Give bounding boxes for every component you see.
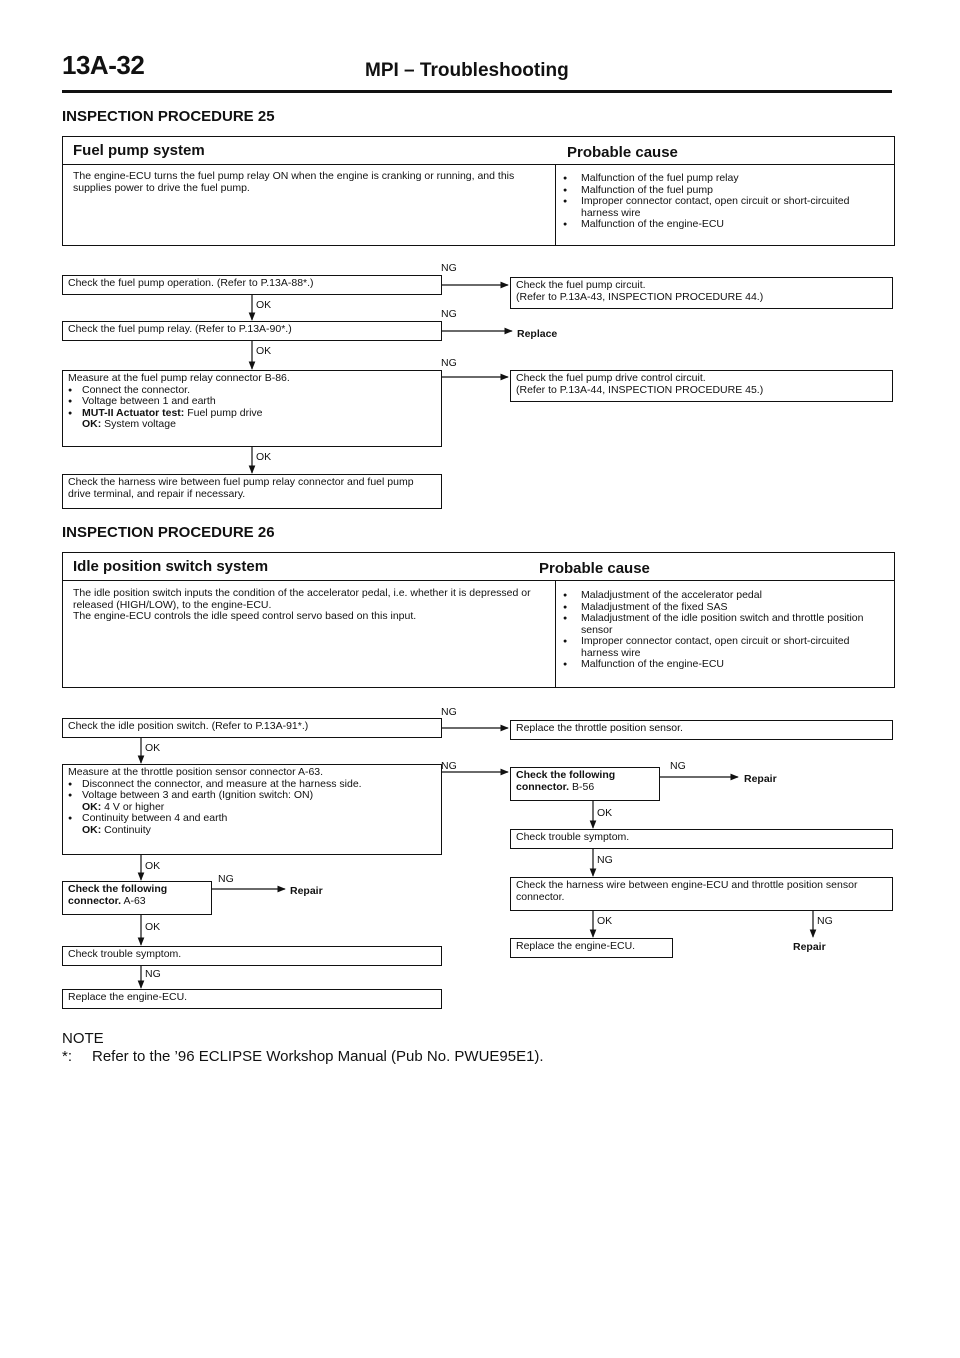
system-description: The engine-ECU turns the fuel pump relay ON when the engine is cranking or running, and this supplies power to drive the fuel pump. (73, 170, 515, 194)
page-title: MPI – Troubleshooting (365, 60, 569, 81)
flow25-step3-bullet: ● Voltage between 1 and earth (68, 396, 436, 408)
flow26-ng1-text: Replace the throttle position sensor. (516, 722, 683, 734)
flow26-step1-text: Check the idle position switch. (Refer to P.13A-91*.) (68, 720, 309, 732)
ok-label: OK (145, 921, 161, 933)
connector-id: A-63 (123, 894, 146, 907)
flow25-replace-label: Replace (517, 328, 558, 340)
probable-cause-header: Probable cause (567, 144, 678, 161)
flow26-right-repair-label: Repair (744, 773, 777, 785)
flow25-step4-text: Check the harness wire between fuel pump relay connector and fuel pump drive terminal, and repair if necessary. (68, 476, 414, 500)
ok-label: OK (597, 807, 613, 819)
ok-criterion-value: System voltage (104, 418, 176, 430)
note-title: NOTE (62, 1030, 104, 1047)
cause-item: ● Maladjustment of the fixed SAS (561, 602, 887, 614)
replace-ecu-text: Replace the engine-ECU. (516, 940, 636, 952)
ok-label: OK (256, 299, 272, 311)
ok-criterion-label: OK: (82, 418, 102, 430)
flow25-ng3-ref: (Refer to P.13A-44, INSPECTION PROCEDURE 45.) (516, 383, 764, 396)
connector-label: connector. (516, 780, 570, 793)
cause-item: ● Maladjustment of the idle position switch and throttle position sensor (561, 613, 887, 636)
procedure-26-title: INSPECTION PROCEDURE 26 (62, 524, 275, 541)
cause-item: ● Malfunction of the fuel pump relay (561, 173, 887, 185)
cause-item: ● Malfunction of the engine-ECU (561, 219, 887, 231)
system-name: Fuel pump system (73, 142, 205, 159)
ng-label: NG (670, 760, 686, 772)
ok-criterion-label: OK: (82, 800, 102, 813)
ng-label: NG (218, 873, 234, 885)
flow25-ng1-text: Check the fuel pump circuit. (516, 279, 646, 291)
connector-check-title: Check the following (68, 883, 168, 895)
ng-label: NG (597, 854, 613, 866)
ng-label: NG (441, 357, 457, 369)
system-description-line: The engine-ECU controls the idle speed control servo based on this input. (73, 610, 417, 622)
flow26-left-repair-label: Repair (290, 885, 323, 897)
harness-check-text: Check the harness wire between engine-ECU and throttle position sensor connector. (516, 879, 858, 903)
ok-label: OK (597, 915, 613, 927)
flow26-step2-bullet: ● Voltage between 3 and earth (Ignition switch: ON) (68, 790, 436, 802)
procedure-25-title: INSPECTION PROCEDURE 25 (62, 108, 275, 125)
ng-label: NG (145, 968, 161, 980)
trouble-symptom-text: Check trouble symptom. (68, 948, 182, 960)
cause-item: ● Improper connector contact, open circuit or short-circuited harness wire (561, 636, 887, 659)
flow25-step3-bullet: ● Connect the connector. (68, 385, 436, 397)
ok-label: OK (256, 451, 272, 463)
ok-criterion-label: OK: (82, 823, 102, 836)
note-text: Refer to the ’96 ECLIPSE Workshop Manual (Pub No. PWUE95E1). (92, 1048, 544, 1065)
cause-item: ● Malfunction of the fuel pump (561, 185, 887, 197)
probable-cause-header: Probable cause (539, 560, 650, 577)
page-number: 13A-32 (62, 50, 145, 80)
note-mark: *: (62, 1048, 73, 1065)
flow25-step3-title: Measure at the fuel pump relay connector B-86. (68, 372, 290, 384)
flow25-step1-text: Check the fuel pump operation. (Refer to P.13A-88*.) (68, 277, 314, 289)
flow25-step2-text: Check the fuel pump relay. (Refer to P.13A-90*.) (68, 323, 292, 335)
flow25-ng3-text: Check the fuel pump drive control circuit. (516, 372, 706, 384)
replace-ecu-text: Replace the engine-ECU. (68, 991, 188, 1003)
ng-label: NG (441, 308, 457, 320)
ng-label: NG (817, 915, 833, 927)
system-name: Idle position switch system (73, 558, 269, 575)
trouble-symptom-text: Check trouble symptom. (516, 831, 630, 843)
flow26-step2-bullet: ● Disconnect the connector, and measure at the harness side. (68, 779, 436, 791)
cause-item: ● Malfunction of the engine-ECU (561, 659, 887, 671)
system-description-line: The idle position switch inputs the condition of the accelerator pedal, i.e. whether it is depressed or released (HIGH/LOW), to the engine-ECU. (73, 587, 531, 611)
actuator-test-label: MUT-II Actuator test: (82, 406, 185, 419)
ok-label: OK (145, 742, 161, 754)
connector-label: connector. (68, 894, 122, 907)
connector-check-title: Check the following (516, 769, 616, 781)
cause-item: ● Maladjustment of the accelerator pedal (561, 590, 887, 602)
cause-item: ● Improper connector contact, open circuit or short-circuited harness wire (561, 196, 887, 219)
flow26-step2-bullet: ● Continuity between 4 and earth (68, 813, 436, 825)
ok-criterion-value: Continuity (104, 823, 151, 836)
connector-id: B-56 (572, 780, 595, 793)
ng-label: NG (441, 706, 457, 718)
ng-label: NG (441, 760, 457, 772)
ng-label: NG (441, 262, 457, 274)
flow25-ng1-ref: (Refer to P.13A-43, INSPECTION PROCEDURE 44.) (516, 290, 764, 303)
ok-criterion-value: 4 V or higher (104, 800, 165, 813)
flow26-right-repair-final: Repair (793, 941, 826, 953)
actuator-test-value: Fuel pump drive (187, 406, 263, 419)
ok-label: OK (145, 860, 161, 872)
flow26-step2-title: Measure at the throttle position sensor connector A-63. (68, 766, 324, 778)
ok-label: OK (256, 345, 272, 357)
